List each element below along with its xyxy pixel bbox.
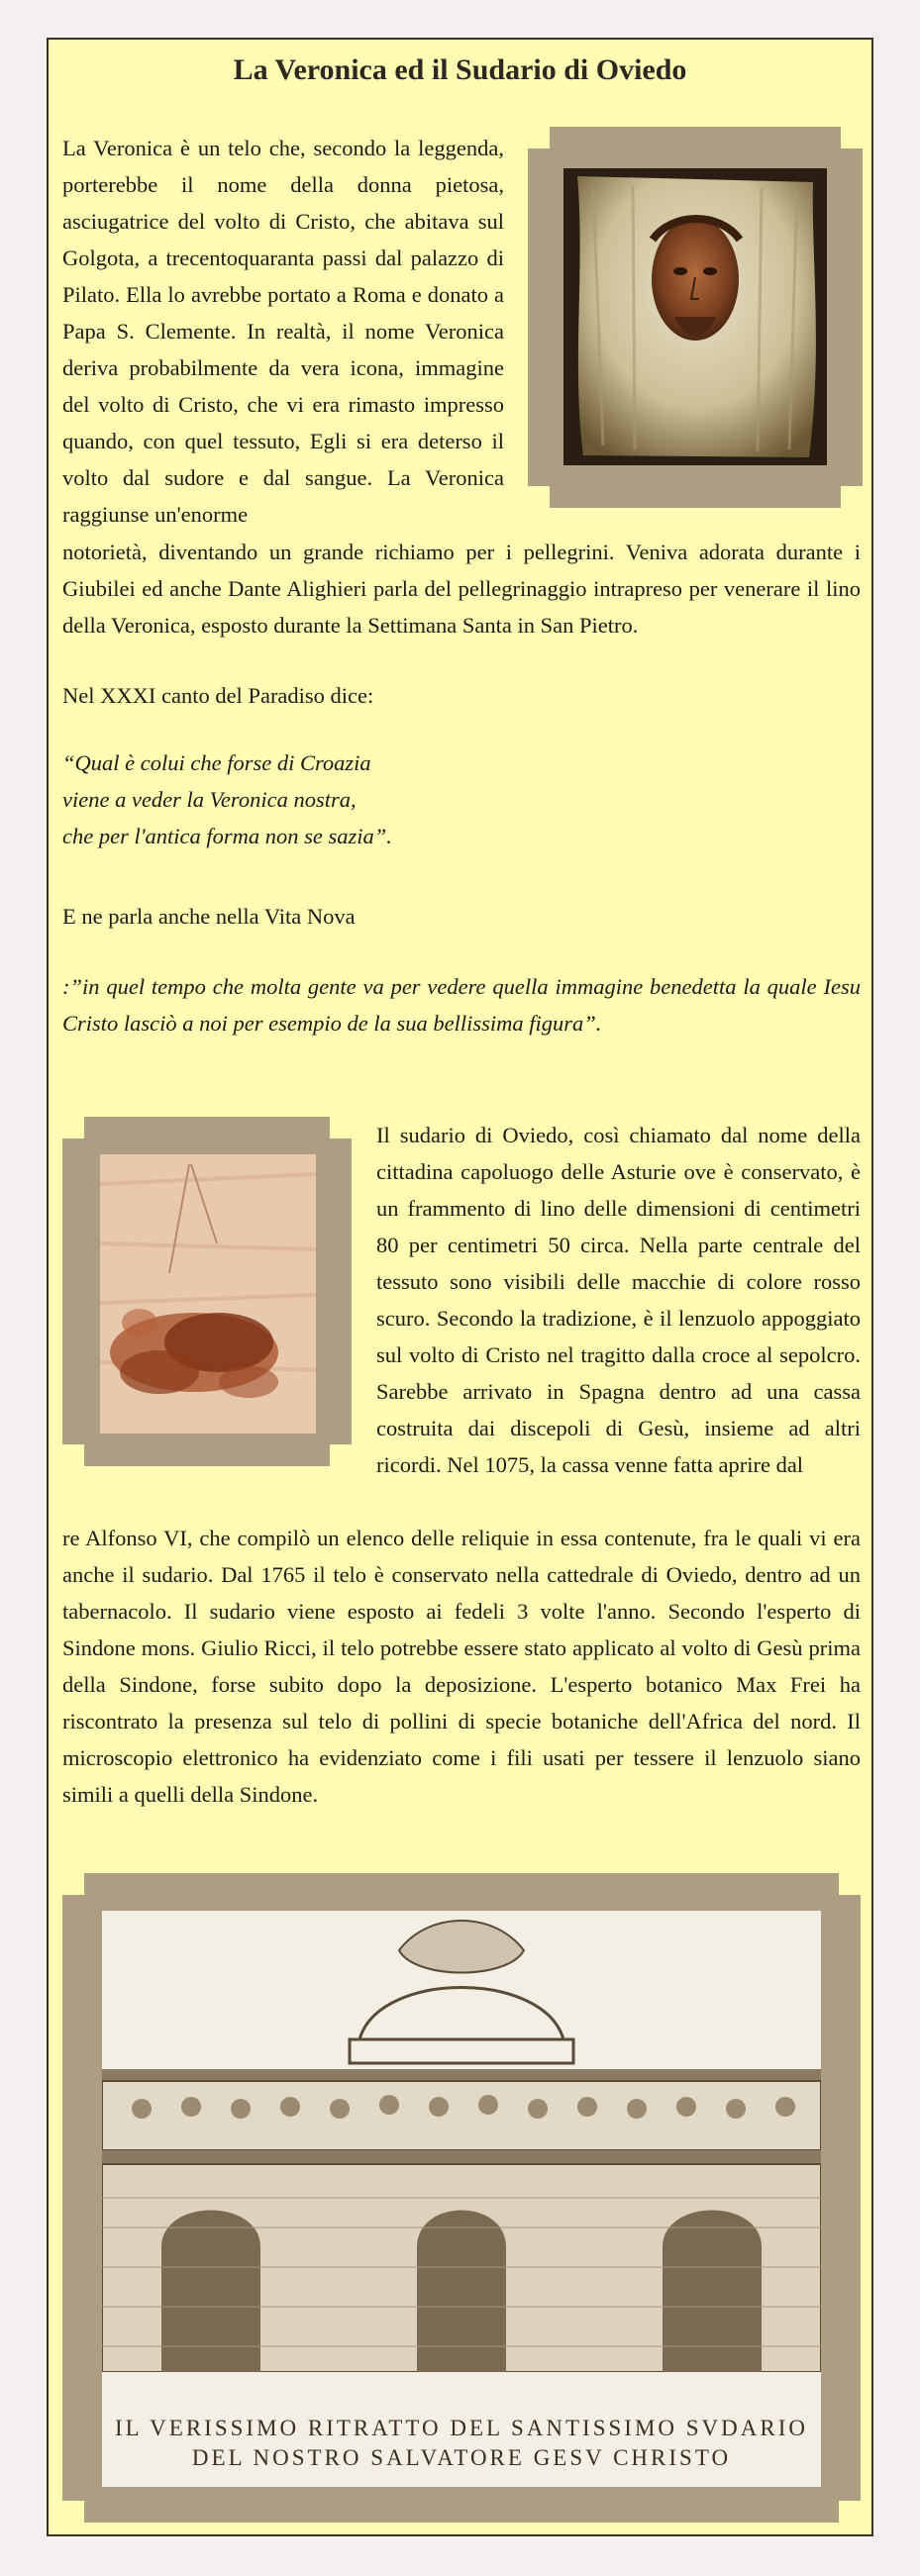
frame-corner: [841, 486, 863, 508]
frame-corner: [841, 127, 863, 149]
frame-corner: [839, 2501, 861, 2523]
frame-corner: [62, 1444, 84, 1466]
veronica-veil-image: [563, 168, 827, 465]
engraving-caption-line: DEL NOSTRO SALVATORE GESV CHRISTO: [191, 2445, 732, 2470]
veronica-paragraph-continued: notorietà, diventando un grande richiamo per i pellegrini. Veniva adorata durante i Giubilei ed anche Dante Alighieri parla del pellegrinaggio intrapreso per venerare il lino della Veronica, esposto durante la Settimana Santa in San Pietro.: [62, 540, 861, 638]
frame-corner: [839, 1873, 861, 1895]
quote-line: viene a veder la Veronica nostra,: [62, 787, 357, 812]
sudario-paragraph-continued: re Alfonso VI, che compilò un elenco delle reliquie in essa contenute, fra le quali vi era anche il sudario. Dal 1765 il telo è conservato nella cattedrale di Oviedo, dentro ad un tabernacolo. Il sudario viene esposto ai fedeli 3 volte l'anno. Secondo l'esperto di Sindone mons. Giulio Ricci, il telo potrebbe essere stato applicato al volto di Gesù prima della Sindone, forse subito dopo la deposizione. L'esperto botanico Max Frei ha riscontrato la presenza sul telo di pollini di specie botaniche dell'Africa del nord. Il microscopio elettronico ha evidenziato come i fili usati per tessere il lenzuolo siano simili a quelli della Sindone.: [62, 1526, 861, 1807]
engraving-caption-line: IL VERISSIMO RITRATTO DEL SANTISSIMO SVDARIO: [114, 2416, 808, 2440]
article-page: [47, 38, 873, 2536]
frame-corner: [62, 1117, 84, 1139]
sudario-image-frame: [62, 1117, 352, 1466]
frame-corner: [62, 2501, 84, 2523]
engraving-image-frame: [62, 1873, 861, 2523]
frame-corner: [528, 127, 550, 149]
page-title: La Veronica ed il Sudario di Oviedo: [233, 53, 687, 86]
sudario-paragraph-wrapped: Il sudario di Oviedo, così chiamato dal nome della cittadina capoluogo delle Asturie ove è conservato, è un frammento di lino delle dimensioni di centimetri 80 per centimetri 50 circa. Nella parte centrale del tessuto sono visibili delle macchie di colore rosso scuro. Secondo la tradizione, è il lenzuolo appoggiato sul volto di Cristo nel tragitto dalla croce al sepolcro. Sarebbe arrivato in Spagna dentro ad una cassa costruita dai discepoli di Gesù, insieme ad altri ricordi. Nel 1075, la cassa venne fatta aprire dal: [376, 1123, 861, 1477]
quote-line: “Qual è colui che forse di Croazia: [62, 750, 371, 775]
frame-corner: [330, 1444, 352, 1466]
vita-nova-intro: E ne parla anche nella Vita Nova: [62, 904, 356, 929]
frame-corner: [330, 1117, 352, 1139]
veronica-image-frame: [528, 127, 863, 508]
veronica-paragraph-wrapped: La Veronica è un telo che, secondo la leggenda, porterebbe il nome della donna pietosa, asciugatrice del volto di Cristo, che abitava sul Golgota, a trecentoquaranta passi dal palazzo di Pilato. Ella lo avrebbe portato a Roma e donato a Papa S. Clemente. In realtà, il nome Veronica deriva probabilmente da vera icona, immagine del volto di Cristo, che vi era rimasto impresso quando, con quel tessuto, Egli si era deterso il volto dal sudore e dal sangue. La Veronica raggiunse un'enorme: [62, 136, 504, 527]
frame-corner: [528, 486, 550, 508]
engraving-image: [102, 1911, 821, 2487]
frame-corner: [62, 1873, 84, 1895]
sudario-cloth-image: [100, 1154, 316, 1434]
paradiso-intro: Nel XXXI canto del Paradiso dice:: [62, 683, 374, 708]
paradiso-quote: [62, 744, 861, 854]
vita-nova-quote: :”in quel tempo che molta gente va per vedere quella immagine benedetta la quale Iesu Cristo lasciò a noi per esempio de la sua bellissima figura”.: [62, 974, 861, 1036]
engraving-drawing: [102, 1911, 821, 2487]
quote-line: che per l'antica forma non se sazia”.: [62, 824, 392, 848]
